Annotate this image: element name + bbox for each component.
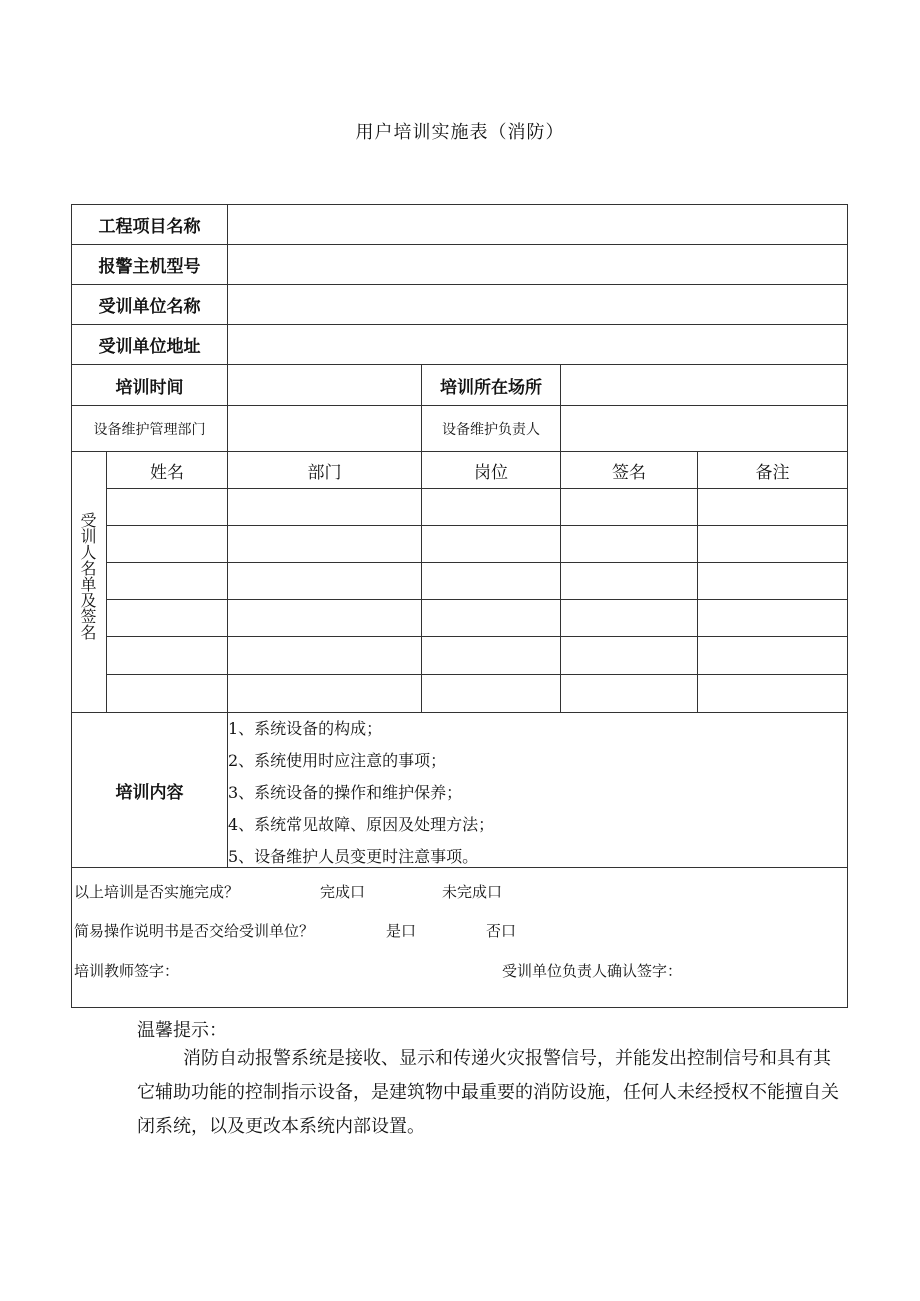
alarm-host-model-field[interactable]: [228, 245, 847, 284]
content-item-3: 3、系统设备的操作和维护保养；: [228, 783, 463, 802]
trainee-unit-address-field[interactable]: [228, 325, 847, 364]
completed-no-checkbox[interactable]: 未完成口: [442, 883, 503, 901]
content-item-4: 4、系统常见故障、原因及处理方法；: [228, 815, 495, 834]
header-remarks: 备注: [755, 462, 790, 483]
teacher-signature-label: 培训教师签字：: [74, 962, 180, 980]
header-signature: 签名: [612, 462, 646, 483]
unit-signature-label: 受训单位负责人确认签字：: [502, 962, 683, 980]
tips-title: 温馨提示：: [137, 1020, 227, 1041]
project-name-label: 工程项目名称: [98, 217, 201, 237]
table-row[interactable]: [107, 563, 847, 599]
page-title: 用户培训实施表（消防）: [355, 122, 565, 143]
table-row[interactable]: [107, 600, 847, 636]
alarm-host-model-label: 报警主机型号: [98, 257, 201, 277]
header-position: 岗位: [474, 462, 508, 483]
header-department: 部门: [307, 462, 342, 483]
training-time-label: 培训时间: [115, 377, 184, 398]
content-item-5: 5、设备维护人员变更时注意事项。: [228, 847, 479, 866]
trainee-list-side-label: 受训人名单及签名: [78, 512, 97, 640]
trainee-unit-name-label: 受训单位名称: [98, 297, 201, 317]
maintenance-person-field[interactable]: [561, 406, 847, 451]
content-item-1: 1、系统设备的构成；: [228, 719, 383, 738]
trainee-unit-address-label: 受训单位地址: [98, 337, 201, 357]
completed-question: 以上培训是否实施完成？: [74, 883, 240, 901]
maintenance-person-label: 设备维护负责人: [442, 421, 540, 438]
training-location-field[interactable]: [561, 365, 847, 405]
training-content-label: 培训内容: [115, 782, 184, 803]
table-row[interactable]: [107, 526, 847, 562]
manual-no-checkbox[interactable]: 否口: [486, 922, 517, 940]
completed-yes-checkbox[interactable]: 完成口: [320, 883, 366, 901]
header-name: 姓名: [150, 462, 184, 483]
project-name-field[interactable]: [228, 205, 847, 244]
table-row[interactable]: [107, 637, 847, 674]
training-time-field[interactable]: [228, 365, 421, 405]
manual-question: 简易操作说明书是否交给受训单位？: [74, 922, 315, 940]
table-row[interactable]: [107, 675, 847, 712]
content-item-2: 2、系统使用时应注意的事项；: [228, 751, 447, 770]
maintenance-dept-field[interactable]: [228, 406, 421, 451]
manual-yes-checkbox[interactable]: 是口: [386, 922, 417, 940]
table-row[interactable]: [107, 489, 847, 525]
tips-body: 消防自动报警系统是接收、显示和传递火灾报警信号，并能发出控制信号和具有其它辅助功能的控制指示设备，是建筑物中最重要的消防设施，任何人未经授权不能擅自关闭系统，以及更改本系统内部设置。: [137, 1048, 839, 1137]
trainee-unit-name-field[interactable]: [228, 285, 847, 324]
training-location-label: 培训所在场所: [440, 377, 542, 398]
maintenance-dept-label: 设备维护管理部门: [93, 421, 206, 438]
